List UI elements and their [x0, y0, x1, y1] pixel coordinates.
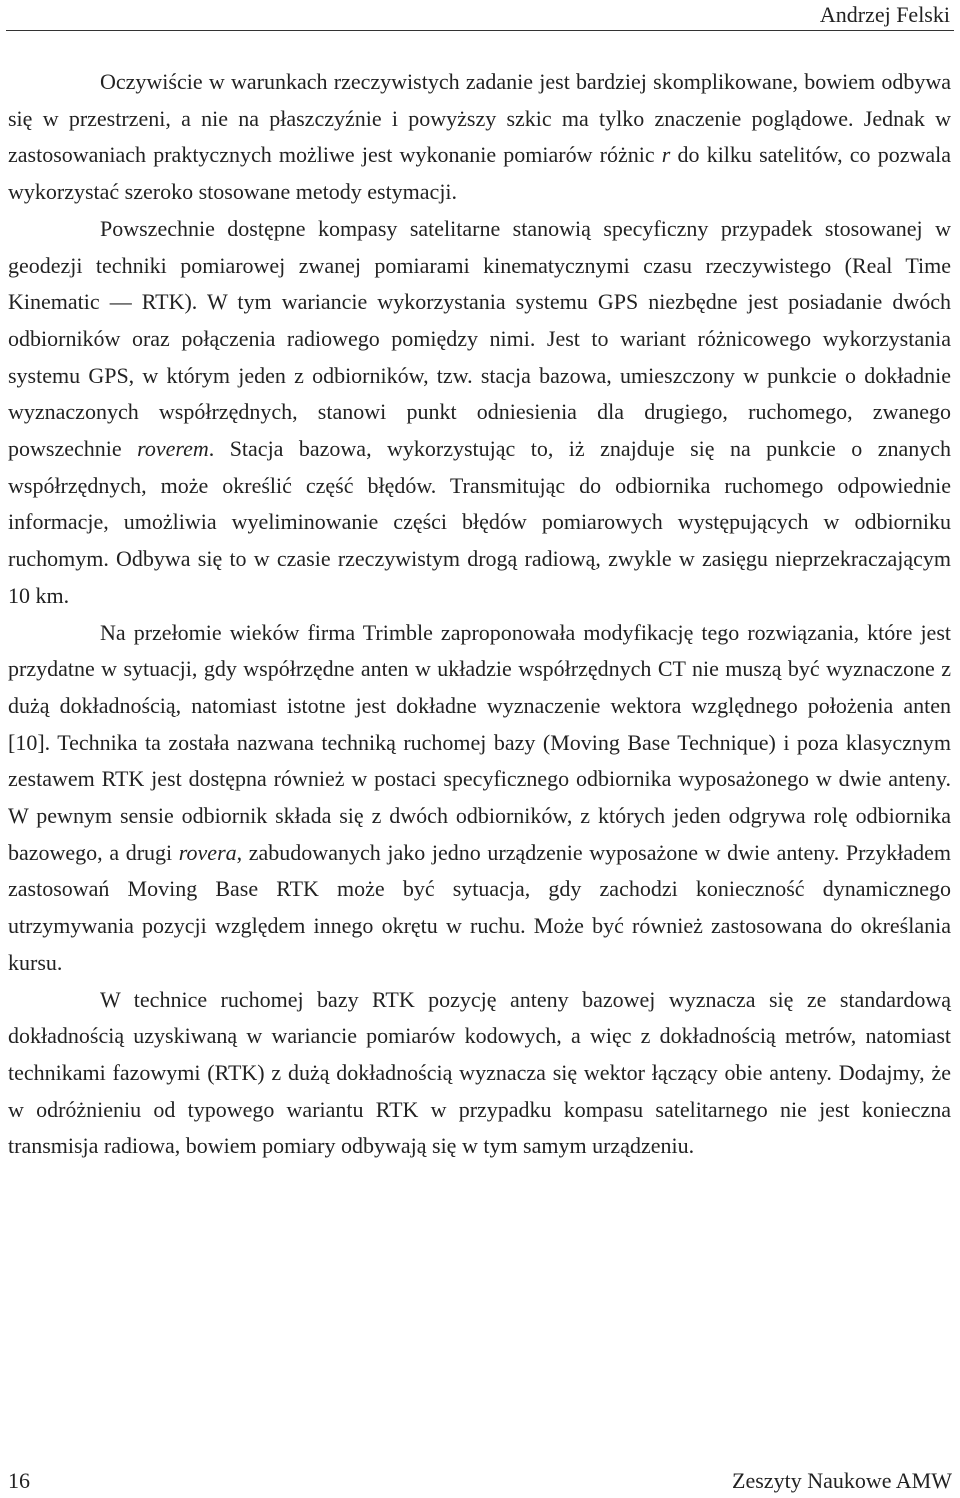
page-number: 16 [8, 1468, 30, 1493]
paragraph-1-text-1: Oczywiście w warunkach rzeczywistych zadanie jest bardziej skomplikowane, bowiem odbywa się w przestrzeni, a nie na płaszczyźnie i powyższy szkic ma tylko znaczenie poglądowe. Jednak w zastosowaniach praktycznych możliwe jest wykonanie pomiarów różnic [8, 69, 951, 168]
paragraph-3-text-1: Na przełomie wieków firma Trimble zaproponowała modyfikację tego rozwiązania, które jest przydatne w sytuacji, gdy współrzędne anten w układzie współrzędnych CT nie muszą być wyznaczone z dużą dokładnością, natomiast istotne jest dokładne wyznaczenie wektora względnego położenia anten [10]. Technika ta została nazwana techniką ruchomej bazy (Moving Base Technique) i poza klasycznym zestawem RTK jest dostępna również w postaci specyficznego odbiornika wyposażonego w dwie anteny. W pewnym sensie odbiornik składa się z dwóch odbiorników, z których jeden odgrywa rolę odbiornika bazowego, a drugi [8, 619, 951, 865]
paragraph-2-text-1: Powszechnie dostępne kompasy satelitarne stanowią specyficzny przypadek stosowanej w geodezji techniki pomiarowej zwanej pomiarami kinematycznymi czasu rzeczywistego (Real Time Kinematic — RTK). W tym wariancie wykorzystania systemu GPS niezbędne jest posiadanie dwóch odbiorników oraz połączenia radiowego pomiędzy nimi. Jest to wariant różnicowego wykorzystania systemu GPS, w którym jeden z odbiorników, tzw. stacja bazowa, umieszczony w punkcie o dokładnie wyznaczonych współrzędnych, stanowi punkt odniesienia dla drugiego, ruchomego, zwanego powszechnie [8, 215, 951, 462]
paragraph-4-text-1: W technice ruchomej bazy RTK pozycję anteny bazowej wyznacza się ze standardową dokładnością uzyskiwaną w wariancie pomiarów kodowych, a więc z dokładnością metrów, natomiast technikami fazowymi (RTK) z dużą dokładnością wyznacza się wektor łączący obie anteny. Dodajmy, że w odróżnieniu od typowego wariantu RTK w przypadku kompasu satelitarnego nie jest konieczna transmisja radiowa, bowiem pomiary odbywają się w tym samym urządzeniu. [8, 986, 951, 1159]
paragraph-2-text-2: . Stacja bazowa, wykorzystując to, iż znajduje się na punkcie o znanych współrzędnych, może określić część błędów. Transmitując do odbiornika ruchomego odpowiednie informacje, umożliwia wyeliminowanie części błędów pomiarowych występujących w odbiorniku ruchomym. Odbywa się to w czasie rzeczywistym drogą radiową, zwykle w zasięgu nieprzekraczającym 10 km. [8, 436, 951, 608]
paragraph-2 [8, 211, 951, 615]
paragraph-4 [8, 982, 951, 1166]
paragraph-1-text-2: do kilku satelitów, co pozwala wykorzystać szeroko stosowane metody estymacji. [8, 142, 951, 205]
running-header-author: Andrzej Felski [819, 2, 950, 27]
paragraph-1 [8, 64, 951, 211]
paragraph-2-italic-roverem: roverem [137, 436, 209, 462]
paragraph-3 [8, 615, 951, 982]
paragraph-3-italic-rovera: rovera [178, 839, 237, 865]
running-footer-journal: Zeszyty Naukowe AMW [732, 1468, 952, 1493]
paragraph-3-text-2: , zabudowanych jako jedno urządzenie wyposażone w dwie anteny. Przykładem zastosowań Moving Base RTK może być sytuacja, gdy zachodzi konieczność dynamicznego utrzymywania pozycji względem innego okrętu w ruchu. Może być również zastosowana do określania kursu. [8, 839, 951, 975]
header-divider [6, 30, 954, 31]
paragraph-1-italic-r: r [661, 142, 671, 168]
article-body [8, 64, 951, 1165]
